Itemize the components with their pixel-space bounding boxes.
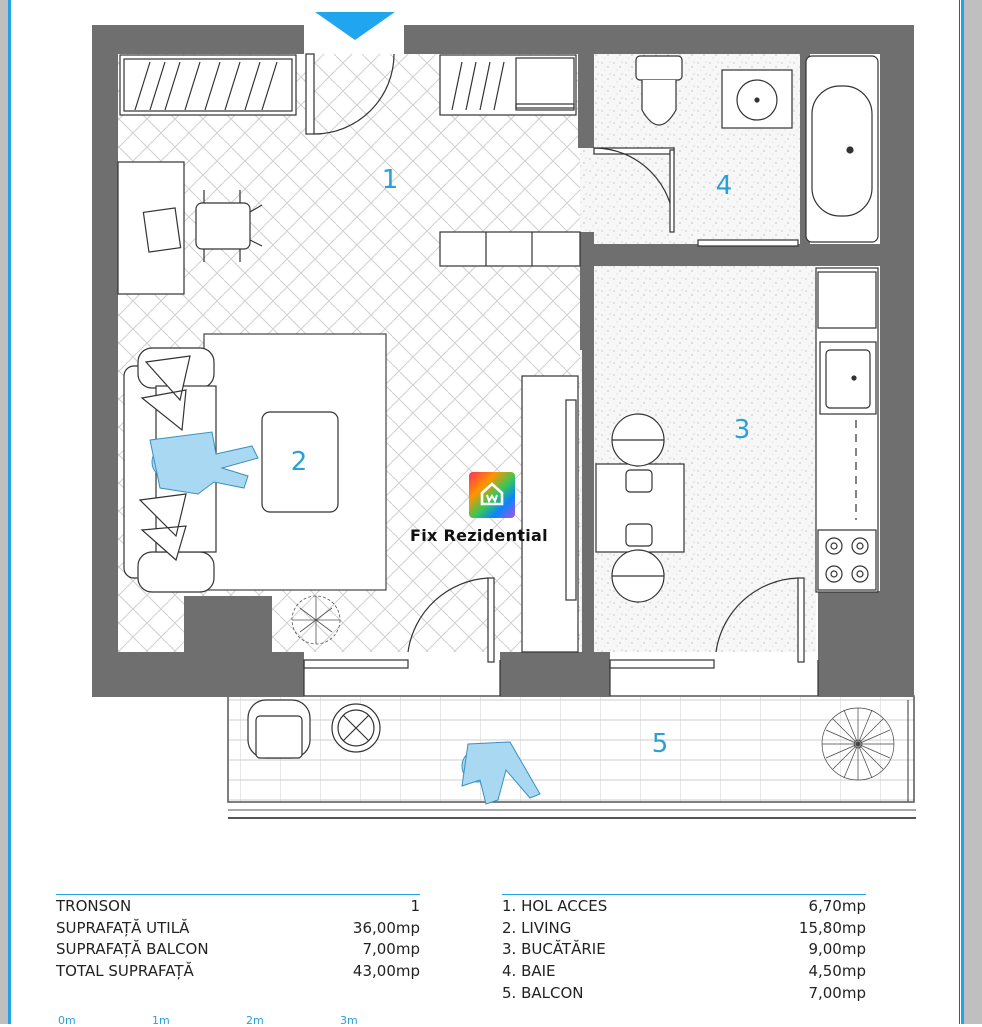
summary-table [56,896,420,983]
balcony-floor [228,696,914,802]
balcony-table-icon [332,704,380,752]
wardrobe [120,55,296,115]
rooms-rule [502,894,866,895]
desk [118,162,184,294]
summary-row: TRONSON 1 [56,897,420,915]
room-label-1: 1 [381,165,399,195]
rooms-row: 1. HOL ACCES 6,70mp [502,897,866,915]
room-label-3: 3 [733,415,751,445]
scale-label-2: 2m [246,1014,264,1027]
summary-row: SUPRAFAȚĂ UTILĂ 36,00mp [56,918,420,937]
hall-storage-unit [440,55,576,115]
cooktop [818,530,876,590]
room-label-2: 2 [290,447,308,477]
rooms-row: 2. LIVING 15,80mp [502,918,866,937]
summary-rule [56,894,420,895]
scale-label-0: 0m [58,1014,76,1027]
rooms-row: 5. BALCON 7,00mp [502,983,866,1002]
house-icon [469,472,515,518]
rooms-table [502,896,866,1004]
room-label-5: 5 [651,729,669,759]
brand-name: Fix Rezidential [410,526,548,545]
hall-cabinet [440,232,580,266]
entrance-triangle-icon [315,12,395,40]
brand-logo [410,472,580,552]
rooms-row: 3. BUCĂTĂRIE 9,00mp [502,940,866,959]
summary-row: TOTAL SUPRAFAȚĂ 43,00mp [56,962,420,981]
balcony-chair-icon [248,700,310,758]
room-label-4: 4 [715,171,733,201]
scale-label-3: 3m [340,1014,358,1027]
rooms-row: 4. BAIE 4,50mp [502,962,866,981]
kitchen-floor [580,266,816,652]
summary-row: SUPRAFAȚĂ BALCON 7,00mp [56,940,420,959]
scale-label-1: 1m [152,1014,170,1027]
